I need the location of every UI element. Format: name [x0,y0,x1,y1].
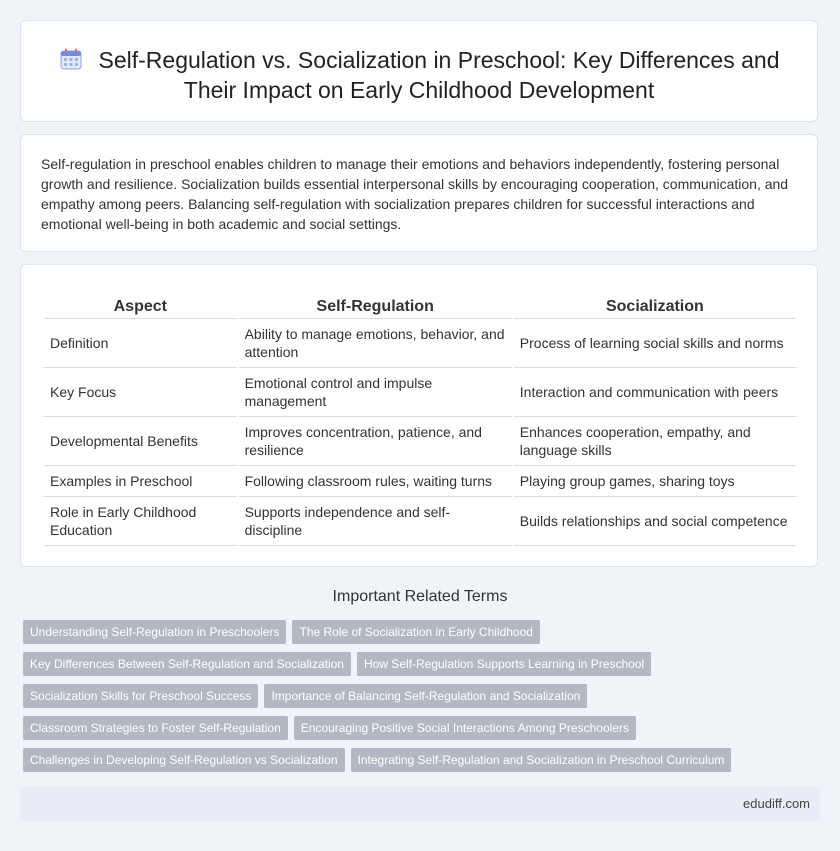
related-term-tag[interactable]: Importance of Balancing Self-Regulation and Socialization [264,684,587,708]
table-row [44,319,796,368]
related-term-tag[interactable]: Key Differences Between Self-Regulation and Socialization [23,652,351,676]
cell-socialization: Process of learning social skills and norms [514,319,796,368]
header-aspect: Aspect [44,296,237,319]
cell-aspect: Examples in Preschool [44,466,237,497]
title-card [20,20,818,122]
cell-aspect: Developmental Benefits [44,417,237,466]
related-term-tag[interactable]: Understanding Self-Regulation in Preschoolers [23,620,286,644]
cell-socialization: Playing group games, sharing toys [514,466,796,497]
related-terms-title: Important Related Terms [332,588,508,605]
table-header-row [44,296,796,319]
cell-self-regulation: Supports independence and self-discipline [239,497,512,546]
cell-self-regulation: Emotional control and impulse management [239,368,512,417]
cell-socialization: Builds relationships and social competence [514,497,796,546]
related-term-tag[interactable]: Challenges in Developing Self-Regulation vs Socialization [23,748,345,772]
title-line-1: Self-Regulation vs. Socialization in Preschool: Key Differences and [98,47,780,73]
table-row [44,466,796,497]
intro-card [20,134,818,252]
header-socialization: Socialization [514,296,796,319]
footer [20,787,820,821]
related-term-tag[interactable]: Integrating Self-Regulation and Socialization in Preschool Curriculum [351,748,732,772]
cell-socialization: Interaction and communication with peers [514,368,796,417]
calendar-icon [59,47,83,71]
header-self-regulation: Self-Regulation [239,296,512,319]
page-title [41,45,797,105]
related-term-tag[interactable]: Socialization Skills for Preschool Success [23,684,258,708]
table-row [44,417,796,466]
related-term-tag[interactable]: Encouraging Positive Social Interactions Among Preschoolers [294,716,636,740]
related-term-tag[interactable]: Classroom Strategies to Foster Self-Regulation [23,716,288,740]
cell-socialization: Enhances cooperation, empathy, and language skills [514,417,796,466]
comparison-table [42,296,798,546]
site-link[interactable]: edudiff.com [743,796,810,811]
cell-aspect: Key Focus [44,368,237,417]
intro-paragraph: Self-regulation in preschool enables children to manage their emotions and behaviors independently, fostering personal growth and resilience. Socialization builds essential interpersonal skills by encouraging cooperation, communication, and empathy among peers. Balancing self-regulation with socialization prepares children for successful interactions and emotional well-being in both academic and social settings. [41,156,789,232]
cell-self-regulation: Following classroom rules, waiting turns [239,466,512,497]
cell-self-regulation: Ability to manage emotions, behavior, and attention [239,319,512,368]
related-terms-list [23,620,823,780]
comparison-card [20,264,818,567]
title-line-2: Their Impact on Early Childhood Development [183,77,655,103]
cell-aspect: Definition [44,319,237,368]
table-row [44,497,796,546]
related-term-tag[interactable]: How Self-Regulation Supports Learning in Preschool [357,652,651,676]
cell-self-regulation: Improves concentration, patience, and resilience [239,417,512,466]
related-term-tag[interactable]: The Role of Socialization in Early Childhood [292,620,539,644]
table-row [44,368,796,417]
cell-aspect: Role in Early Childhood Education [44,497,237,546]
